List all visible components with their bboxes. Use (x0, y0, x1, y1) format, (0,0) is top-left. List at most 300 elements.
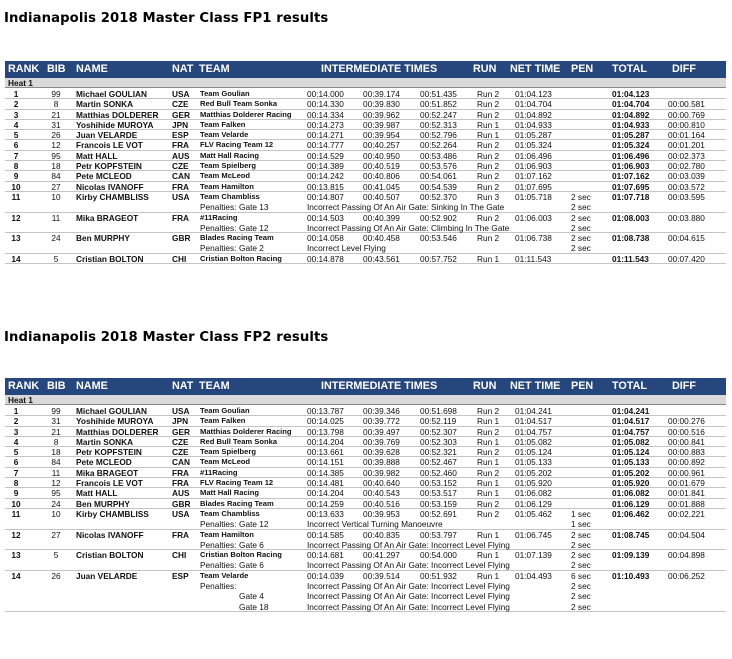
cell-i3: 00:53.576 (420, 161, 457, 172)
cell-bib: 11 (51, 467, 61, 478)
cell-team: Cristian Bolton Racing (200, 253, 282, 263)
cell-total: 01:05.133 (612, 457, 650, 468)
cell-nat: AUS (172, 150, 190, 161)
result-row (5, 120, 726, 130)
penalty-row (5, 540, 726, 550)
cell-total: 01:05.124 (612, 447, 650, 458)
results-rows (5, 89, 726, 264)
cell-bib: 12 (51, 140, 61, 151)
penalty-gate: Gate 13 (239, 202, 269, 213)
cell-name: Cristian BOLTON (76, 253, 144, 264)
cell-i1: 00:13.787 (307, 406, 344, 416)
cell-diff: 00:01.841 (668, 488, 705, 499)
penalty-row (5, 602, 726, 612)
cell-nat: GBR (172, 498, 191, 509)
cell-i3: 00:53.486 (420, 150, 457, 161)
cell-net: 01:07.162 (515, 171, 552, 182)
cell-i1: 00:14.334 (307, 109, 344, 120)
penalty-gate: Gate 12 (239, 222, 269, 233)
cell-net: 01:04.123 (515, 89, 552, 99)
cell-total: 01:04.517 (612, 416, 650, 427)
cell-name: Petr KOPFSTEIN (76, 447, 142, 458)
cell-name: Matt HALL (76, 150, 118, 161)
cell-diff: 00:01.164 (668, 130, 705, 141)
cell-rank: 1 (13, 89, 19, 99)
col-bib: BIB (47, 380, 66, 392)
result-row (5, 213, 726, 223)
cell-team: Red Bull Team Sonka (200, 99, 278, 109)
cell-diff: 00:00.516 (668, 426, 705, 437)
cell-run: Run 2 (477, 89, 500, 99)
cell-team: Team Falken (200, 416, 246, 426)
cell-team: Team Goulian (200, 406, 250, 415)
cell-diff: 00:04.615 (668, 233, 705, 244)
cell-diff: 00:03.595 (668, 191, 705, 202)
cell-team: Team Falken (200, 119, 246, 129)
cell-bib: 10 (51, 191, 61, 202)
cell-i3: 00:52.264 (420, 140, 457, 151)
penalty-row (5, 223, 726, 233)
cell-diff: 00:00.841 (668, 436, 705, 447)
cell-i1: 00:13.815 (307, 181, 344, 192)
cell-diff: 00:03.572 (668, 181, 705, 192)
cell-rank: 8 (13, 478, 19, 489)
cell-rank: 12 (11, 212, 21, 223)
cell-net: 01:05.287 (515, 130, 552, 141)
penalty-seconds: 2 sec (571, 591, 591, 602)
cell-team: Team Chambliss (200, 191, 260, 201)
cell-i3: 00:53.546 (420, 233, 457, 244)
cell-rank: 10 (11, 181, 21, 192)
penalty-description: Incorrect Passing Of An Air Gate: Climbing In The Gate (307, 222, 510, 233)
cell-name: Kirby CHAMBLISS (76, 191, 149, 202)
cell-diff: 00:03.039 (668, 171, 705, 182)
cell-total: 01:06.082 (612, 488, 650, 499)
cell-bib: 21 (51, 426, 61, 437)
cell-name: Mika BRAGEOT (76, 467, 139, 478)
cell-i2: 00:40.458 (363, 233, 400, 244)
result-row (5, 468, 726, 478)
col-run: RUN (473, 380, 497, 392)
cell-nat: GER (172, 109, 190, 120)
cell-i2: 00:40.950 (363, 150, 400, 161)
heat-label: Heat 1 (5, 395, 726, 405)
result-row (5, 171, 726, 181)
cell-nat: CAN (172, 171, 190, 182)
cell-diff: 00:02.780 (668, 161, 705, 172)
cell-i1: 00:14.273 (307, 119, 344, 130)
cell-team: Team Spielberg (200, 161, 256, 171)
cell-run: Run 1 (477, 457, 500, 468)
cell-bib: 18 (51, 447, 61, 458)
cell-diff: 00:00.883 (668, 447, 705, 458)
cell-i3: 00:53.159 (420, 498, 457, 509)
cell-nat: CHI (172, 550, 187, 561)
cell-nat: CZE (172, 161, 189, 172)
cell-nat: CZE (172, 447, 189, 458)
cell-nat: AUS (172, 488, 190, 499)
cell-i1: 00:14.259 (307, 498, 344, 509)
cell-i3: 00:51.698 (420, 406, 457, 416)
cell-run: Run 1 (477, 130, 500, 141)
cell-bib: 8 (53, 436, 59, 447)
penalty-description: Incorrect Passing Of An Air Gate: Incorrect Level Flying (307, 560, 510, 571)
result-row (5, 89, 726, 99)
cell-name: Mika BRAGEOT (76, 212, 139, 223)
cell-bib: 84 (51, 457, 61, 468)
cell-total: 01:04.241 (612, 406, 650, 416)
cell-i1: 00:14.058 (307, 233, 344, 244)
cell-diff: 00:04.504 (668, 529, 705, 540)
penalties-label: Penalties: (200, 581, 237, 592)
cell-run: Run 2 (477, 447, 500, 458)
cell-net: 01:04.704 (515, 99, 552, 110)
cell-net: 01:06.745 (515, 529, 552, 540)
cell-nat: FRA (172, 212, 190, 223)
cell-total: 01:06.129 (612, 498, 650, 509)
cell-i1: 00:14.204 (307, 436, 344, 447)
penalty-row (5, 581, 726, 591)
cell-rank: 14 (11, 570, 21, 581)
cell-pen: 2 sec (571, 550, 591, 561)
cell-nat: ESP (172, 130, 189, 141)
result-row (5, 447, 726, 457)
cell-i1: 00:14.242 (307, 171, 344, 182)
cell-i2: 00:40.507 (363, 191, 400, 202)
penalties-label: Penalties: (200, 519, 237, 530)
cell-run: Run 2 (477, 406, 500, 416)
cell-rank: 2 (13, 99, 19, 110)
cell-i3: 00:52.460 (420, 467, 457, 478)
cell-i1: 00:13.633 (307, 508, 344, 519)
cell-name: Francois LE VOT (76, 140, 143, 151)
cell-bib: 24 (51, 498, 61, 509)
penalty-description: Incorrect Vertical Turning Manoeuvre (307, 519, 443, 530)
col-pen: PEN (571, 63, 594, 75)
cell-name: Ben MURPHY (76, 233, 130, 244)
cell-diff: 00:01.679 (668, 478, 705, 489)
col-pen: PEN (571, 380, 594, 392)
cell-name: Yoshihide MUROYA (76, 416, 154, 427)
cell-bib: 11 (51, 212, 61, 223)
col-bib: BIB (47, 63, 66, 75)
cell-i3: 00:54.061 (420, 171, 457, 182)
result-row (5, 530, 726, 540)
cell-i2: 00:40.399 (363, 212, 400, 223)
cell-i1: 00:14.151 (307, 457, 344, 468)
cell-i3: 00:52.370 (420, 191, 457, 202)
cell-run: Run 2 (477, 467, 500, 478)
cell-rank: 11 (11, 508, 21, 519)
penalty-gate: Gate 6 (239, 539, 264, 550)
result-row (5, 499, 726, 509)
penalty-seconds: 2 sec (571, 601, 591, 612)
cell-i3: 00:52.247 (420, 109, 457, 120)
penalty-row (5, 591, 726, 601)
cell-run: Run 2 (477, 171, 500, 182)
cell-bib: 26 (51, 130, 61, 141)
cell-total: 01:04.892 (612, 109, 650, 120)
cell-diff: 00:01.888 (668, 498, 705, 509)
result-row (5, 427, 726, 437)
col-total: TOTAL (612, 63, 647, 75)
cell-i2: 00:40.640 (363, 478, 400, 489)
cell-team: Blades Racing Team (200, 498, 274, 508)
cell-rank: 11 (11, 191, 21, 202)
penalty-seconds: 2 sec (571, 560, 591, 571)
cell-i1: 00:14.481 (307, 478, 344, 489)
penalty-gate: Gate 2 (239, 243, 264, 254)
cell-i2: 00:39.514 (363, 570, 400, 581)
cell-pen: 2 sec (571, 529, 591, 540)
cell-i1: 00:13.798 (307, 426, 344, 437)
cell-total: 01:07.695 (612, 181, 650, 192)
cell-team: Cristian Bolton Racing (200, 550, 282, 560)
result-row (5, 151, 726, 161)
cell-i1: 00:14.878 (307, 253, 344, 264)
cell-diff: 00:04.898 (668, 550, 705, 561)
cell-name: Nicolas IVANOFF (76, 181, 144, 192)
cell-diff: 00:00.769 (668, 109, 705, 120)
cell-i1: 00:14.039 (307, 570, 344, 581)
cell-nat: USA (172, 508, 190, 519)
cell-i2: 00:39.888 (363, 457, 400, 468)
cell-total: 01:08.003 (612, 212, 650, 223)
cell-nat: CZE (172, 99, 189, 110)
cell-nat: USA (172, 406, 190, 416)
cell-name: Matt HALL (76, 488, 118, 499)
result-row (5, 182, 726, 192)
penalty-gate: Gate 4 (239, 591, 264, 602)
cell-net: 01:04.933 (515, 119, 552, 130)
penalty-seconds: 2 sec (571, 581, 591, 592)
cell-diff: 00:00.810 (668, 119, 705, 130)
heat-label: Heat 1 (5, 78, 726, 88)
cell-run: Run 2 (477, 140, 500, 151)
cell-net: 01:04.892 (515, 109, 552, 120)
cell-nat: FRA (172, 478, 190, 489)
cell-team: Matthias Dolderer Racing (200, 426, 292, 436)
cell-i2: 00:39.987 (363, 119, 400, 130)
result-row (5, 233, 726, 243)
cell-i3: 00:52.796 (420, 130, 457, 141)
cell-bib: 99 (51, 89, 61, 99)
col-team: TEAM (199, 63, 230, 75)
penalty-description: Incorrect Passing Of An Air Gate: Sinking In The Gate (307, 202, 505, 213)
cell-team: FLV Racing Team 12 (200, 478, 274, 488)
result-row (5, 457, 726, 467)
cell-i3: 00:51.852 (420, 99, 457, 110)
cell-name: Ben MURPHY (76, 498, 130, 509)
cell-i2: 00:40.543 (363, 488, 400, 499)
cell-total: 01:08.745 (612, 529, 650, 540)
cell-rank: 4 (13, 119, 19, 130)
cell-bib: 27 (51, 181, 61, 192)
penalty-seconds: 2 sec (571, 539, 591, 550)
cell-net: 01:05.082 (515, 436, 552, 447)
cell-pen: 2 sec (571, 191, 591, 202)
cell-i3: 00:52.902 (420, 212, 457, 223)
cell-team: Team Hamilton (200, 181, 254, 191)
cell-run: Run 1 (477, 570, 500, 581)
cell-nat: GER (172, 426, 190, 437)
cell-name: Michael GOULIAN (76, 406, 147, 416)
cell-total: 01:06.903 (612, 161, 650, 172)
cell-rank: 6 (13, 140, 19, 151)
cell-run: Run 2 (477, 181, 500, 192)
cell-i3: 00:53.517 (420, 488, 457, 499)
cell-i1: 00:14.000 (307, 89, 344, 99)
cell-team: Team Velarde (200, 130, 249, 140)
result-row (5, 130, 726, 140)
cell-bib: 5 (53, 550, 59, 561)
cell-i2: 00:39.830 (363, 99, 400, 110)
cell-bib: 10 (51, 508, 61, 519)
cell-pen: 6 sec (571, 570, 591, 581)
cell-nat: JPN (172, 416, 189, 427)
result-row (5, 110, 726, 120)
cell-nat: FRA (172, 529, 190, 540)
penalty-description: Incorrect Passing Of An Air Gate: Incorrect Level Flying (307, 539, 510, 550)
fp2-title: Indianapolis 2018 Master Class FP2 results (4, 330, 329, 345)
col-diff: DIFF (672, 380, 696, 392)
cell-nat: FRA (172, 467, 190, 478)
penalty-description: Incorrect Level Flying (307, 243, 386, 254)
cell-i3: 00:51.435 (420, 89, 457, 99)
cell-i2: 00:39.769 (363, 436, 400, 447)
cell-rank: 5 (13, 130, 19, 141)
cell-team: #11Racing (200, 467, 238, 477)
cell-diff: 00:07.420 (668, 253, 705, 264)
cell-nat: GBR (172, 233, 191, 244)
cell-total: 01:04.933 (612, 119, 650, 130)
cell-i2: 00:39.982 (363, 467, 400, 478)
cell-i2: 00:39.954 (363, 130, 400, 141)
cell-nat: JPN (172, 119, 189, 130)
cell-i1: 00:14.025 (307, 416, 344, 427)
penalty-row (5, 560, 726, 570)
cell-rank: 3 (13, 426, 19, 437)
cell-i1: 00:14.204 (307, 488, 344, 499)
cell-i2: 00:39.174 (363, 89, 400, 99)
penalty-seconds: 1 sec (571, 519, 591, 530)
cell-run: Run 1 (477, 253, 500, 264)
cell-i2: 00:41.045 (363, 181, 400, 192)
cell-bib: 31 (51, 416, 61, 427)
result-row (5, 406, 726, 416)
result-row (5, 571, 726, 581)
cell-nat: USA (172, 89, 190, 99)
cell-i3: 00:52.307 (420, 426, 457, 437)
col-run: RUN (473, 63, 497, 75)
cell-team: Team McLeod (200, 171, 251, 181)
cell-rank: 13 (11, 550, 21, 561)
cell-team: Team Hamilton (200, 529, 254, 539)
cell-run: Run 1 (477, 416, 500, 427)
penalty-description: Incorrect Passing Of An Air Gate: Incorrect Level Flying (307, 591, 510, 602)
col-nat: NAT (172, 63, 194, 75)
col-intermediate: INTERMEDIATE TIMES (321, 380, 438, 392)
cell-run: Run 2 (477, 212, 500, 223)
cell-i3: 00:54.539 (420, 181, 457, 192)
result-row (5, 161, 726, 171)
results-rows (5, 406, 726, 612)
cell-total: 01:09.139 (612, 550, 650, 561)
cell-i1: 00:13.661 (307, 447, 344, 458)
cell-net: 01:05.133 (515, 457, 552, 468)
cell-i2: 00:39.962 (363, 109, 400, 120)
cell-rank: 7 (13, 467, 19, 478)
cell-diff: 00:00.276 (668, 416, 705, 427)
cell-diff: 00:00.581 (668, 99, 705, 110)
cell-i3: 00:52.467 (420, 457, 457, 468)
cell-net: 01:07.139 (515, 550, 552, 561)
cell-run: Run 1 (477, 436, 500, 447)
cell-nat: USA (172, 191, 190, 202)
cell-i1: 00:14.777 (307, 140, 344, 151)
cell-team: Matt Hall Racing (200, 150, 260, 160)
cell-nat: FRA (172, 181, 190, 192)
cell-rank: 7 (13, 150, 19, 161)
cell-total: 01:04.704 (612, 99, 650, 110)
cell-run: Run 1 (477, 550, 500, 561)
cell-diff: 00:06.252 (668, 570, 705, 581)
cell-i2: 00:41.297 (363, 550, 400, 561)
cell-i1: 00:14.385 (307, 467, 344, 478)
col-name: NAME (76, 63, 108, 75)
cell-i1: 00:14.681 (307, 550, 344, 561)
cell-i2: 00:39.497 (363, 426, 400, 437)
cell-net: 01:04.241 (515, 406, 552, 416)
cell-rank: 14 (11, 253, 21, 264)
cell-bib: 27 (51, 529, 61, 540)
cell-rank: 6 (13, 457, 19, 468)
cell-i3: 00:53.797 (420, 529, 457, 540)
cell-net: 01:06.129 (515, 498, 552, 509)
cell-i2: 00:40.835 (363, 529, 400, 540)
cell-total: 01:10.493 (612, 570, 650, 581)
cell-total: 01:05.082 (612, 436, 650, 447)
result-row (5, 478, 726, 488)
cell-run: Run 2 (477, 109, 500, 120)
cell-diff: 00:00.961 (668, 467, 705, 478)
cell-bib: 99 (51, 406, 61, 416)
cell-name: Pete MCLEOD (76, 171, 132, 182)
cell-name: Matthias DOLDERER (76, 426, 159, 437)
cell-name: Martin SONKA (76, 436, 134, 447)
cell-pen: 2 sec (571, 233, 591, 244)
cell-name: Pete MCLEOD (76, 457, 132, 468)
result-row (5, 488, 726, 498)
cell-i1: 00:14.503 (307, 212, 344, 223)
cell-net: 01:04.493 (515, 570, 552, 581)
penalty-gate: Gate 18 (239, 601, 269, 612)
cell-i1: 00:14.330 (307, 99, 344, 110)
col-rank: RANK (8, 380, 40, 392)
cell-i2: 00:39.772 (363, 416, 400, 427)
cell-nat: CHI (172, 253, 187, 264)
cell-total: 01:05.287 (612, 130, 650, 141)
cell-name: Yoshihide MUROYA (76, 119, 154, 130)
cell-team: Matthias Dolderer Racing (200, 109, 292, 119)
cell-i3: 00:52.303 (420, 436, 457, 447)
cell-team: Team Spielberg (200, 447, 256, 457)
col-nat: NAT (172, 380, 194, 392)
cell-i2: 00:40.257 (363, 140, 400, 151)
cell-team: Team Chambliss (200, 508, 260, 518)
cell-nat: FRA (172, 140, 190, 151)
col-net-time: NET TIME (510, 63, 561, 75)
